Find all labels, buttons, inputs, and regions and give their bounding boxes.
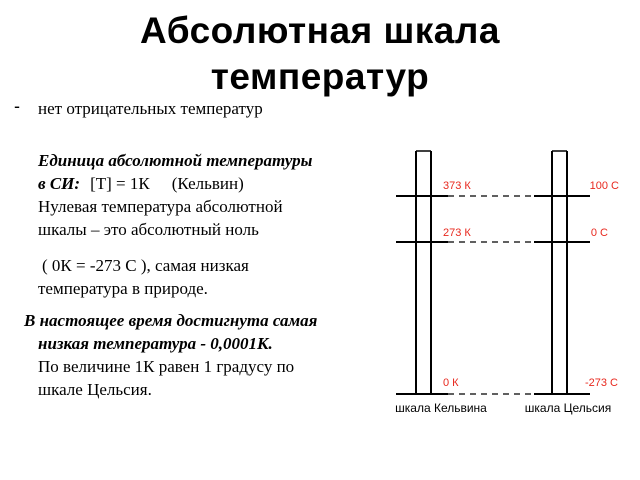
title-line-1: Абсолютная шкала <box>140 10 500 51</box>
lowest-line-1: В настоящее время достигнута самая <box>24 311 318 330</box>
celsius-label-minus-273: -273 С <box>584 377 618 389</box>
bullet-marker: - <box>14 96 20 116</box>
zero-line-2: шкалы – это абсолютный ноль <box>38 220 259 239</box>
kelvin-scale <box>396 151 448 394</box>
zero-line-3: ( 0К = -273 С ), самая низкая <box>42 256 249 275</box>
celsius-scale <box>534 151 590 394</box>
title-line-2: температур <box>210 56 430 97</box>
unit-label-line-2: в СИ: <box>38 174 81 193</box>
unit-label-line-1: Единица абсолютной температуры <box>38 151 313 170</box>
kelvin-label-273: 273 К <box>443 227 471 239</box>
celsius-scale-caption: шкала Цельсия <box>524 401 612 415</box>
zero-line-4: температура в природе. <box>38 279 208 298</box>
celsius-label-100: 100 С <box>589 180 619 192</box>
lowest-line-2: низкая температура - 0,0001К. <box>38 334 273 353</box>
bullet-text: нет отрицательных температур <box>38 99 263 118</box>
zero-line-1: Нулевая температура абсолютной <box>38 197 283 216</box>
kelvin-label-373: 373 К <box>443 180 471 192</box>
celsius-label-0: 0 С <box>590 227 608 239</box>
kelvin-label-0: 0 К <box>443 377 459 389</box>
unit-name: (Кельвин) <box>171 174 244 193</box>
kelvin-scale-caption: шкала Кельвина <box>395 401 487 415</box>
unit-formula: [T] = 1К <box>90 174 150 193</box>
magnitude-line-2: шкале Цельсия. <box>38 380 152 399</box>
magnitude-line-1: По величине 1К равен 1 градусу по <box>38 357 295 376</box>
